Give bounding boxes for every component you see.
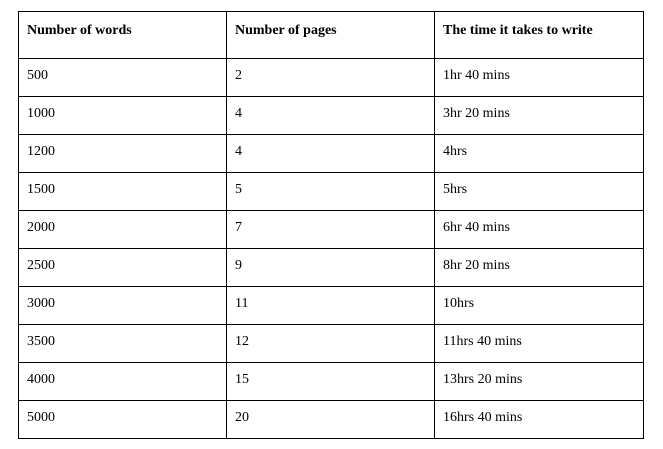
cell-pages: 20 — [227, 401, 435, 439]
table-row — [19, 97, 644, 135]
table-row — [19, 401, 644, 439]
cell-pages: 4 — [227, 97, 435, 135]
table-row — [19, 135, 644, 173]
table-row — [19, 211, 644, 249]
cell-time: 5hrs — [435, 173, 644, 211]
cell-words: 3000 — [19, 287, 227, 325]
cell-words: 1000 — [19, 97, 227, 135]
cell-time: 8hr 20 mins — [435, 249, 644, 287]
cell-pages: 11 — [227, 287, 435, 325]
cell-words: 500 — [19, 59, 227, 97]
words-pages-time-table — [18, 11, 644, 439]
cell-pages: 2 — [227, 59, 435, 97]
table-body — [19, 59, 644, 439]
table-row — [19, 173, 644, 211]
table-header — [19, 12, 644, 59]
header-number-of-words: Number of words — [19, 12, 227, 59]
cell-time: 3hr 20 mins — [435, 97, 644, 135]
table-row — [19, 249, 644, 287]
cell-words: 1200 — [19, 135, 227, 173]
cell-time: 16hrs 40 mins — [435, 401, 644, 439]
cell-pages: 15 — [227, 363, 435, 401]
cell-words: 2500 — [19, 249, 227, 287]
cell-pages: 4 — [227, 135, 435, 173]
cell-words: 4000 — [19, 363, 227, 401]
header-row — [19, 12, 644, 59]
cell-pages: 12 — [227, 325, 435, 363]
header-number-of-pages: Number of pages — [227, 12, 435, 59]
cell-words: 3500 — [19, 325, 227, 363]
cell-pages: 7 — [227, 211, 435, 249]
cell-words: 1500 — [19, 173, 227, 211]
table-row — [19, 287, 644, 325]
cell-time: 1hr 40 mins — [435, 59, 644, 97]
cell-time: 11hrs 40 mins — [435, 325, 644, 363]
cell-time: 13hrs 20 mins — [435, 363, 644, 401]
table-row — [19, 59, 644, 97]
cell-time: 10hrs — [435, 287, 644, 325]
cell-words: 5000 — [19, 401, 227, 439]
cell-time: 6hr 40 mins — [435, 211, 644, 249]
table-row — [19, 325, 644, 363]
cell-pages: 9 — [227, 249, 435, 287]
header-time-to-write: The time it takes to write — [435, 12, 644, 59]
cell-words: 2000 — [19, 211, 227, 249]
cell-time: 4hrs — [435, 135, 644, 173]
table-row — [19, 363, 644, 401]
cell-pages: 5 — [227, 173, 435, 211]
